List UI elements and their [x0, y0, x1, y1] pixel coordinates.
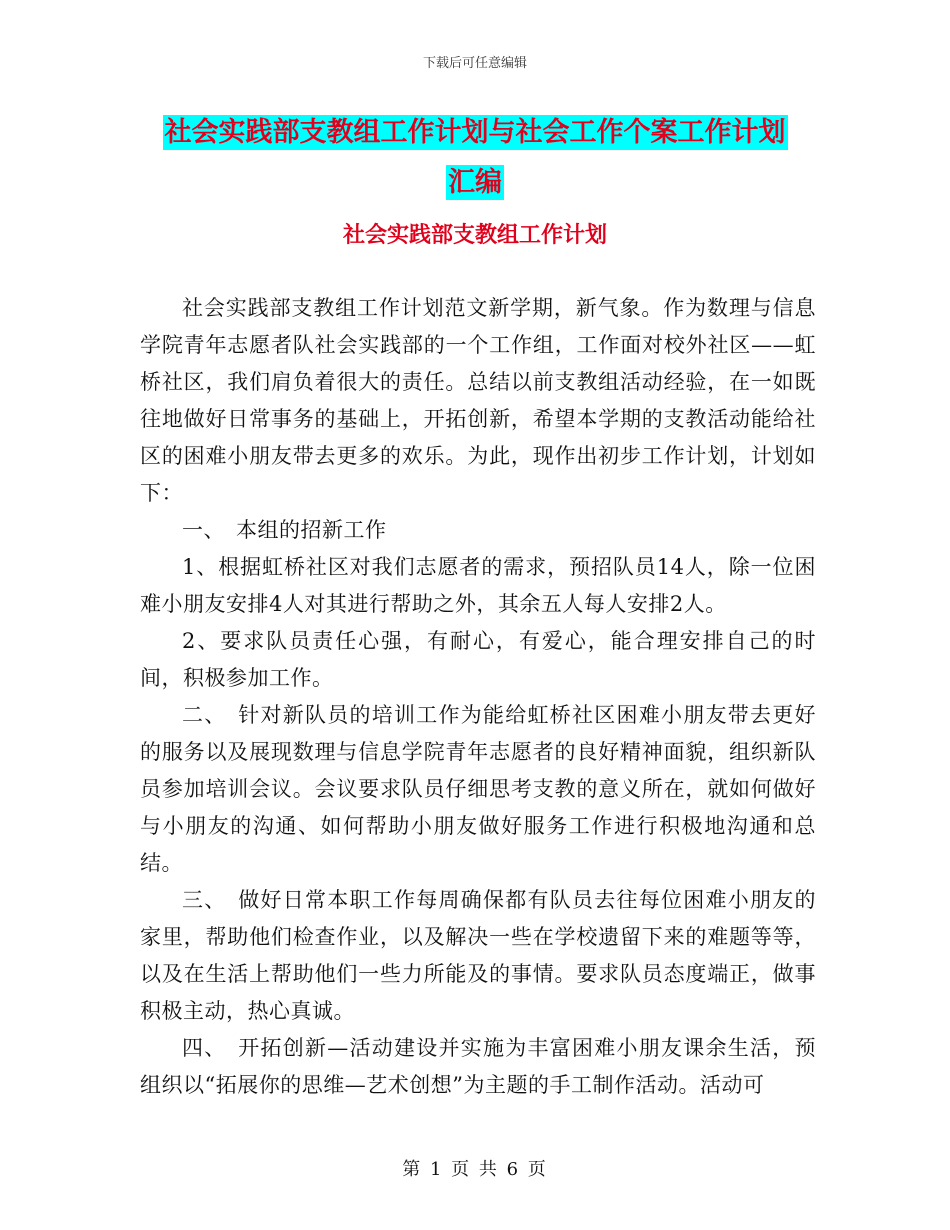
document-title	[0, 108, 950, 208]
paragraph-section-3: 三、 做好日常本职工作每周确保都有队员去往每位困难小朋友的家里，帮助他们检查作业，以及解决一些在学校遗留下来的难题等等，以及在生活上帮助他们一些力所能及的事情。要求队员态度端正，做事积极主动，热心真诚。	[140, 888, 816, 1023]
title-line-1: 社会实践部支教组工作计划与社会工作个案工作计划	[164, 117, 786, 148]
page-footer: 第 1 页 共 6 页	[402, 1159, 548, 1180]
header-note: 下载后可任意编辑	[422, 56, 527, 71]
document-body	[140, 290, 816, 1104]
paragraph-item-2: 2、要求队员责任心强，有耐心，有爱心，能合理安排自己的时间，积极参加工作。	[140, 629, 816, 690]
title-line-2: 汇编	[448, 167, 502, 198]
paragraph-item-1: 1、根据虹桥社区对我们志愿者的需求，预招队员14人，除一位困难小朋友安排4人对其进行帮助之外，其余五人每人安排2人。	[140, 555, 816, 616]
section-title: 社会实践部支教组工作计划	[342, 223, 607, 248]
paragraph-section-2: 二、 针对新队员的培训工作为能给虹桥社区困难小朋友带去更好的服务以及展现数理与信息学院青年志愿者的良好精神面貌，组织新队员参加培训会议。会议要求队员仔细思考支教的意义所在，就如何做好与小朋友的沟通、如何帮助小朋友做好服务工作进行积极地沟通和总结。	[140, 703, 816, 875]
paragraph-section-4: 四、 开拓创新—活动建设并实施为丰富困难小朋友课余生活，预组织以“拓展你的思维—艺术创想”为主题的手工制作活动。活动可	[140, 1036, 816, 1097]
paragraph-intro: 社会实践部支教组工作计划范文新学期，新气象。作为数理与信息学院青年志愿者队社会实践部的一个工作组，工作面对校外社区——虹桥社区，我们肩负着很大的责任。总结以前支教组活动经验，在一如既往地做好日常事务的基础上，开拓创新，希望本学期的支教活动能给社区的困难小朋友带去更多的欢乐。为此，现作出初步工作计划，计划如下：	[140, 296, 816, 505]
paragraph-heading-1: 一、 本组的招新工作	[182, 518, 387, 542]
